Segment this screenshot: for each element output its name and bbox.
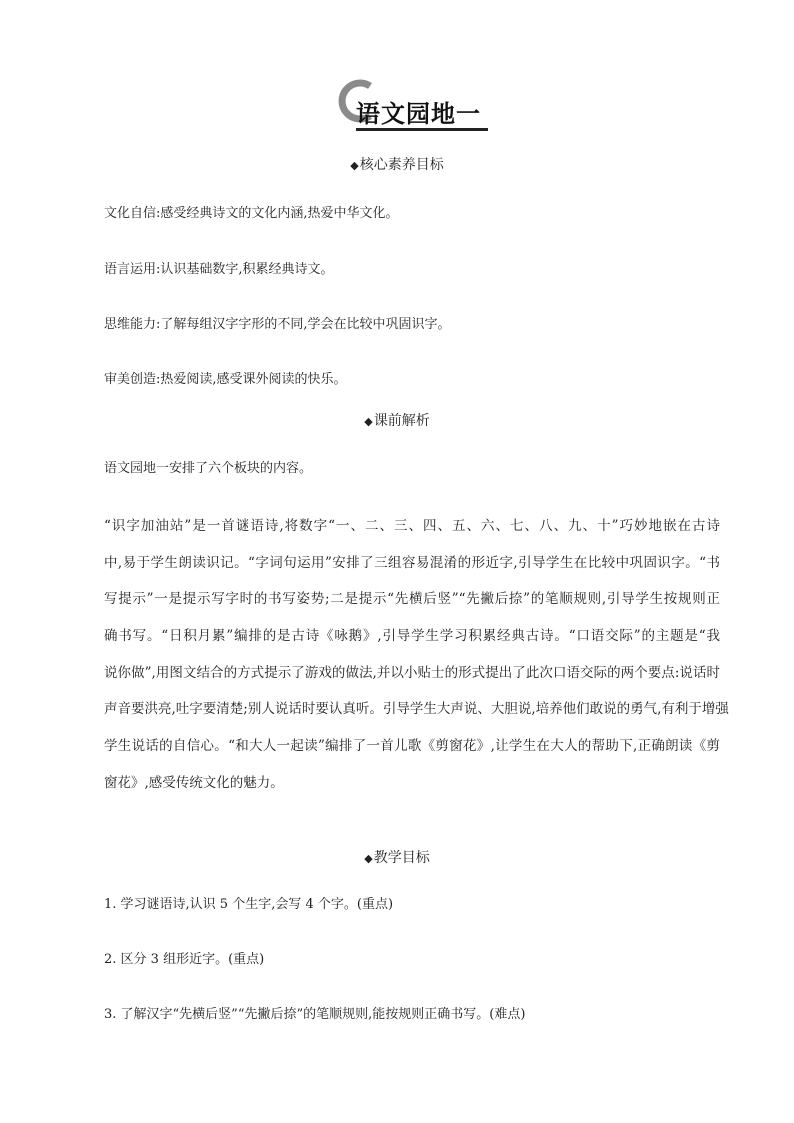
section-heading-core: ◆核心素养目标 xyxy=(350,157,444,173)
teaching-goal-1: 1. 学习谜语诗,认识 5 个生字,会写 4 个字。(重点) xyxy=(104,897,394,912)
paragraph-line: 学生说话的自信心。“和大人一起读”编排了一首儿歌《剪窗花》,让学生在大人的帮助下,正确朗读《剪 xyxy=(104,738,720,755)
paragraph-line: 写提示”一是提示写字时的书写姿势;二是提示“先横后竖”“先撇后捺”的笔顺规则,引导学生按规则正 xyxy=(104,591,720,608)
paragraph-line: 窗花》,感受传统文化的魅力。 xyxy=(104,774,284,791)
teaching-goal-2: 2. 区分 3 组形近字。(重点) xyxy=(104,952,265,967)
lesson-title-block xyxy=(330,76,500,132)
core-goal-aesthetic: 审美创造:热爱阅读,感受课外阅读的快乐。 xyxy=(104,372,347,387)
paragraph-line: 确书写。“日积月累”编排的是古诗《咏鹅》,引导学生学习积累经典古诗。“口语交际”的主题是“我 xyxy=(104,628,720,645)
analysis-paragraph xyxy=(104,508,729,802)
section-heading-goals: ◆教学目标 xyxy=(364,850,430,866)
core-goal-thinking: 思维能力:了解每组汉字字形的不同,学会在比较中巩固识字。 xyxy=(104,317,451,332)
core-goal-culture: 文化自信:感受经典诗文的文化内涵,热爱中华文化。 xyxy=(104,206,399,221)
section-heading-analysis: ◆课前解析 xyxy=(364,413,430,429)
diamond-bullet-icon: ◆ xyxy=(350,159,359,172)
title-underline xyxy=(356,128,488,131)
diamond-bullet-icon: ◆ xyxy=(364,852,373,865)
paragraph-line: 中,易于学生朗读识记。“字词句运用”安排了三组容易混淆的形近字,引导学生在比较中巩固识字。“书 xyxy=(104,554,720,571)
paragraph-line: 声音要洪亮,吐字要清楚;别人说话时要认真听。引导学生大声说、大胆说,培养他们敢说的勇气,有利于增强 xyxy=(104,701,729,718)
lesson-title: 语文园地一 xyxy=(356,100,481,128)
paragraph-line: “识字加油站”是一首谜语诗,将数字“一、二、三、四、五、六、七、八、九、十”巧妙地嵌在古诗 xyxy=(104,518,720,534)
paragraph-line: 说你做”,用图文结合的方式提示了游戏的做法,并以小贴士的形式提出了此次口语交际的两个要点:说话时 xyxy=(104,664,720,681)
core-goal-language: 语言运用:认识基础数字,积累经典诗文。 xyxy=(104,262,334,277)
teaching-goal-3: 3. 了解汉字“先横后竖”“先撇后捺”的笔顺规则,能按规则正确书写。(难点) xyxy=(104,1007,526,1022)
diamond-bullet-icon: ◆ xyxy=(364,415,373,428)
analysis-intro: 语文园地一安排了六个板块的内容。 xyxy=(104,461,313,476)
